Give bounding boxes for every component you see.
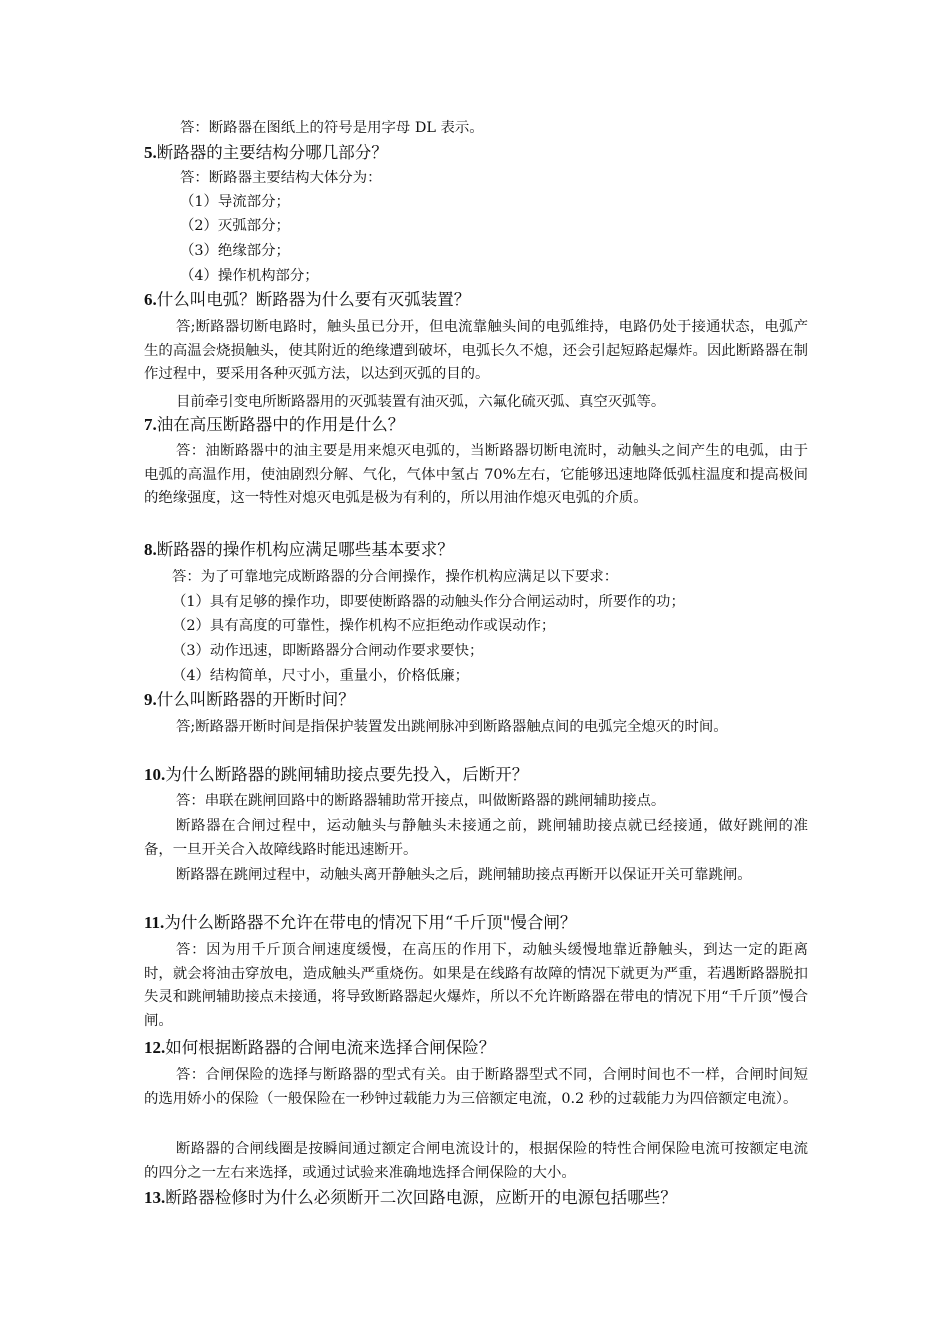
list-item: （2）具有高度的可靠性，操作机构不应拒绝动作或误动作； xyxy=(172,618,556,634)
question-12 xyxy=(144,1036,808,1060)
question-number: 11. xyxy=(144,913,165,932)
list-item: （3）动作迅速，即断路器分合闸动作要求要快； xyxy=(172,643,484,659)
answer-9: 答;断路器开断时间是指保护装置发出跳闸脉冲到断路器触点间的电弧完全熄灭的时间。 xyxy=(176,719,728,735)
question-number: 6. xyxy=(144,290,157,309)
answer-6-paragraph-2: 目前牵引变电所断路器用的灭弧装置有油灭弧，六氟化硫灭弧、真空灭弧等。 xyxy=(176,394,666,410)
answer-5-intro: 答：断路器主要结构大体分为： xyxy=(180,170,382,186)
question-10 xyxy=(144,763,808,787)
answer-4: 答：断路器在图纸上的符号是用字母 DL 表示。 xyxy=(180,120,484,136)
question-number: 13. xyxy=(144,1188,166,1207)
answer-6-paragraph-1: 答;断路器切断电路时，触头虽已分开，但电流靠触头间的电弧维持，电路仍处于接通状态，电弧产生的高温会烧损触头，使其附近的绝缘遭到破坏，电弧长久不熄，还会引起短路起爆炸。因此断路器在制作过程中，要采用各种灭弧方法，以达到灭弧的目的。 xyxy=(144,319,808,383)
list-item: （4）结构简单，尺寸小，重量小，价格低廉； xyxy=(172,668,469,684)
question-number: 10. xyxy=(144,765,166,784)
question-text: 断路器的主要结构分哪几部分？ xyxy=(156,143,388,162)
question-13 xyxy=(144,1186,808,1210)
question-number: 5. xyxy=(144,143,157,162)
question-text: 断路器的操作机构应满足哪些基本要求？ xyxy=(156,540,454,559)
list-item: （2）灭弧部分； xyxy=(180,218,290,234)
answer-10-paragraph-3: 断路器在跳闸过程中，动触头离开静触头之后，跳闸辅助接点再断开以保证开关可靠跳闸。 xyxy=(176,867,752,883)
question-7 xyxy=(144,413,808,437)
question-text: 为什么断路器不允许在带电的情况下用“千斤顶"慢合闸？ xyxy=(164,913,577,932)
answer-11: 答：因为用千斤顶合闸速度缓慢，在高压的作用下，动触头缓慢地靠近静触头，到达一定的距离时，就会将油击穿放电，造成触头严重烧伤。如果是在线路有故障的情况下就更为严重，若遇断路器脱扣失灵和跳闸辅助接点未接通，将导致断路器起火爆炸，所以不允许断路器在带电的情况下用“千斤顶”慢合闸。 xyxy=(144,942,808,1029)
list-item: （1）导流部分； xyxy=(180,194,290,210)
question-9 xyxy=(144,688,808,712)
list-item: （3）绝缘部分； xyxy=(180,243,290,259)
answer-10-paragraph-2: 断路器在合闸过程中，运动触头与静触头未接通之前，跳闸辅助接点就已经接通，做好跳闸的准备，一旦开关合入故障线路时能迅速断开。 xyxy=(144,818,808,858)
question-text: 油在高压断路器中的作用是什么？ xyxy=(156,415,405,434)
answer-7: 答：油断路器中的油主要是用来熄灭电弧的，当断路器切断电流时，动触头之间产生的电弧，由于电弧的高温作用，使油剧烈分解、气化，气体中氢占 70%左右，它能够迅速地降低弧柱温度和提高极间的绝缘强度，这一特性对熄灭电弧是极为有利的，所以用油作熄灭电弧的介质。 xyxy=(144,443,808,507)
answer-8-intro: 答：为了可靠地完成断路器的分合闸操作，操作机构应满足以下要求： xyxy=(172,569,619,585)
question-11 xyxy=(144,911,808,935)
list-item: （4）操作机构部分； xyxy=(180,268,319,284)
question-number: 9. xyxy=(144,690,157,709)
question-6 xyxy=(144,288,808,312)
question-text: 什么叫断路器的开断时间？ xyxy=(156,690,355,709)
question-number: 7. xyxy=(144,415,157,434)
question-text: 为什么断路器的跳闸辅助接点要先投入，后断开？ xyxy=(165,765,529,784)
answer-10-paragraph-1: 答：串联在跳闸回路中的断路器辅助常开接点，叫做断路器的跳闸辅助接点。 xyxy=(176,793,666,809)
question-8 xyxy=(144,538,808,562)
question-5 xyxy=(144,141,808,165)
question-number: 8. xyxy=(144,540,157,559)
list-item: （1）具有足够的操作功，即要使断路器的动触头作分合闸运动时，所要作的功； xyxy=(172,594,685,610)
answer-12-paragraph-2: 断路器的合闸线圈是按瞬间通过额定合闸电流设计的，根据保险的特性合闸保险电流可按额定电流的四分之一左右来选择，或通过试验来准确地选择合闸保险的大小。 xyxy=(144,1141,808,1181)
question-text: 如何根据断路器的合闸电流来选择合闸保险？ xyxy=(165,1038,496,1057)
question-text: 什么叫电弧？断路器为什么要有灭弧装置？ xyxy=(156,290,471,309)
question-number: 12. xyxy=(144,1038,166,1057)
question-text: 断路器检修时为什么必须断开二次回路电源，应断开的电源包括哪些？ xyxy=(165,1188,677,1207)
answer-12-paragraph-1: 答：合闸保险的选择与断路器的型式有关。由于断路器型式不同，合闸时间也不一样，合闸时间短的选用娇小的保险（一般保险在一秒钟过载能力为三倍额定电流，0.2 秒的过载能力为四倍额定电流）。 xyxy=(144,1067,808,1107)
